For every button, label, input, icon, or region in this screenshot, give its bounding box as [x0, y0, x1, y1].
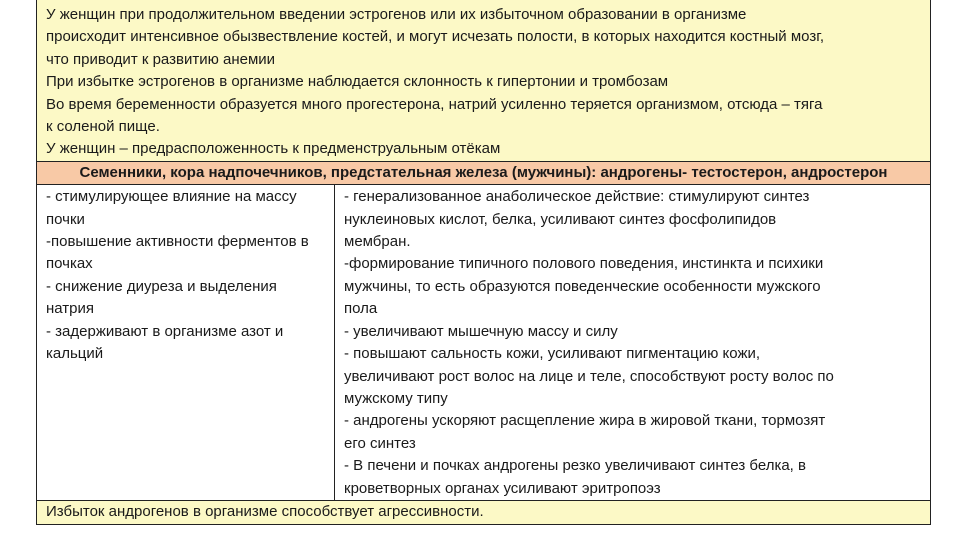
footer-row — [37, 500, 931, 524]
text-line: мужскому типу — [344, 389, 448, 407]
text-line: У женщин при продолжительном введении эстрогенов или их избыточном образовании в организме — [46, 6, 747, 23]
text-line: -формирование типичного полового поведения, инстинкта и психики — [344, 255, 824, 273]
text-line: натрия — [46, 300, 95, 318]
text-line: к соленой пище. — [46, 118, 160, 136]
estrogen-effects-cell — [37, 0, 931, 161]
text-line: происходит интенсивное обызвествление костей, и могут исчезать полости, в которых находится костный мозг, — [46, 28, 825, 46]
text-line: мембран. — [344, 233, 411, 251]
text-line: его синтез — [344, 434, 416, 452]
general-effects-cell — [335, 185, 931, 501]
text-line: что приводит к развитию анемии — [46, 50, 276, 68]
text-line: почках — [46, 255, 93, 273]
text-line: пола — [344, 300, 378, 318]
text-line: - генерализованное анаболическое действие: стимулируют синтез — [344, 188, 810, 206]
text-line: - увеличивают мышечную массу и силу — [344, 322, 618, 340]
text-line: При избытке эстрогенов в организме наблюдается склонность к гипертонии и тромбозам — [46, 73, 669, 91]
text-line: нуклеиновых кислот, белка, усиливают синтез фосфолипидов — [344, 210, 777, 228]
text-line: - стимулирующее влияние на массу — [46, 188, 297, 206]
text-line: - В печени и почках андрогены резко увеличивают синтез белка, в — [344, 457, 806, 475]
androgen-effects-row — [37, 185, 931, 501]
footer-note: Избыток андрогенов в организме способствует агрессивности. — [37, 500, 931, 524]
text-line: - снижение диуреза и выделения — [46, 277, 277, 295]
text-line: кроветворных органах усиливают эритропоэз — [344, 479, 661, 497]
hormones-table — [36, 0, 931, 525]
text-line: У женщин – предрасположенность к предменструальным отёкам — [46, 140, 501, 158]
text-line: увеличивают рост волос на лице и теле, способствуют росту волос по — [344, 367, 834, 385]
text-line: - повышают сальность кожи, усиливают пигментацию кожи, — [344, 345, 761, 363]
estrogen-effects-row — [37, 0, 931, 161]
text-line: -повышение активности ферментов в — [46, 233, 309, 251]
text-line: почки — [46, 210, 85, 228]
androgen-header-row — [37, 161, 931, 184]
text-line: мужчины, то есть образуются поведенческие особенности мужского — [344, 277, 821, 295]
text-line: Во время беременности образуется много прогестерона, натрий усиленно теряется организмом, отсюда – тяга — [46, 95, 823, 113]
kidney-effects-cell — [37, 185, 335, 501]
text-line: - задерживают в организме азот и — [46, 322, 284, 340]
androgen-header: Семенники, кора надпочечников, предстательная железа (мужчины): андрогены- тестостерон, андростерон — [37, 161, 931, 184]
text-line: - андрогены ускоряют расщепление жира в жировой ткани, тормозят — [344, 412, 826, 430]
text-line: кальций — [46, 345, 104, 363]
